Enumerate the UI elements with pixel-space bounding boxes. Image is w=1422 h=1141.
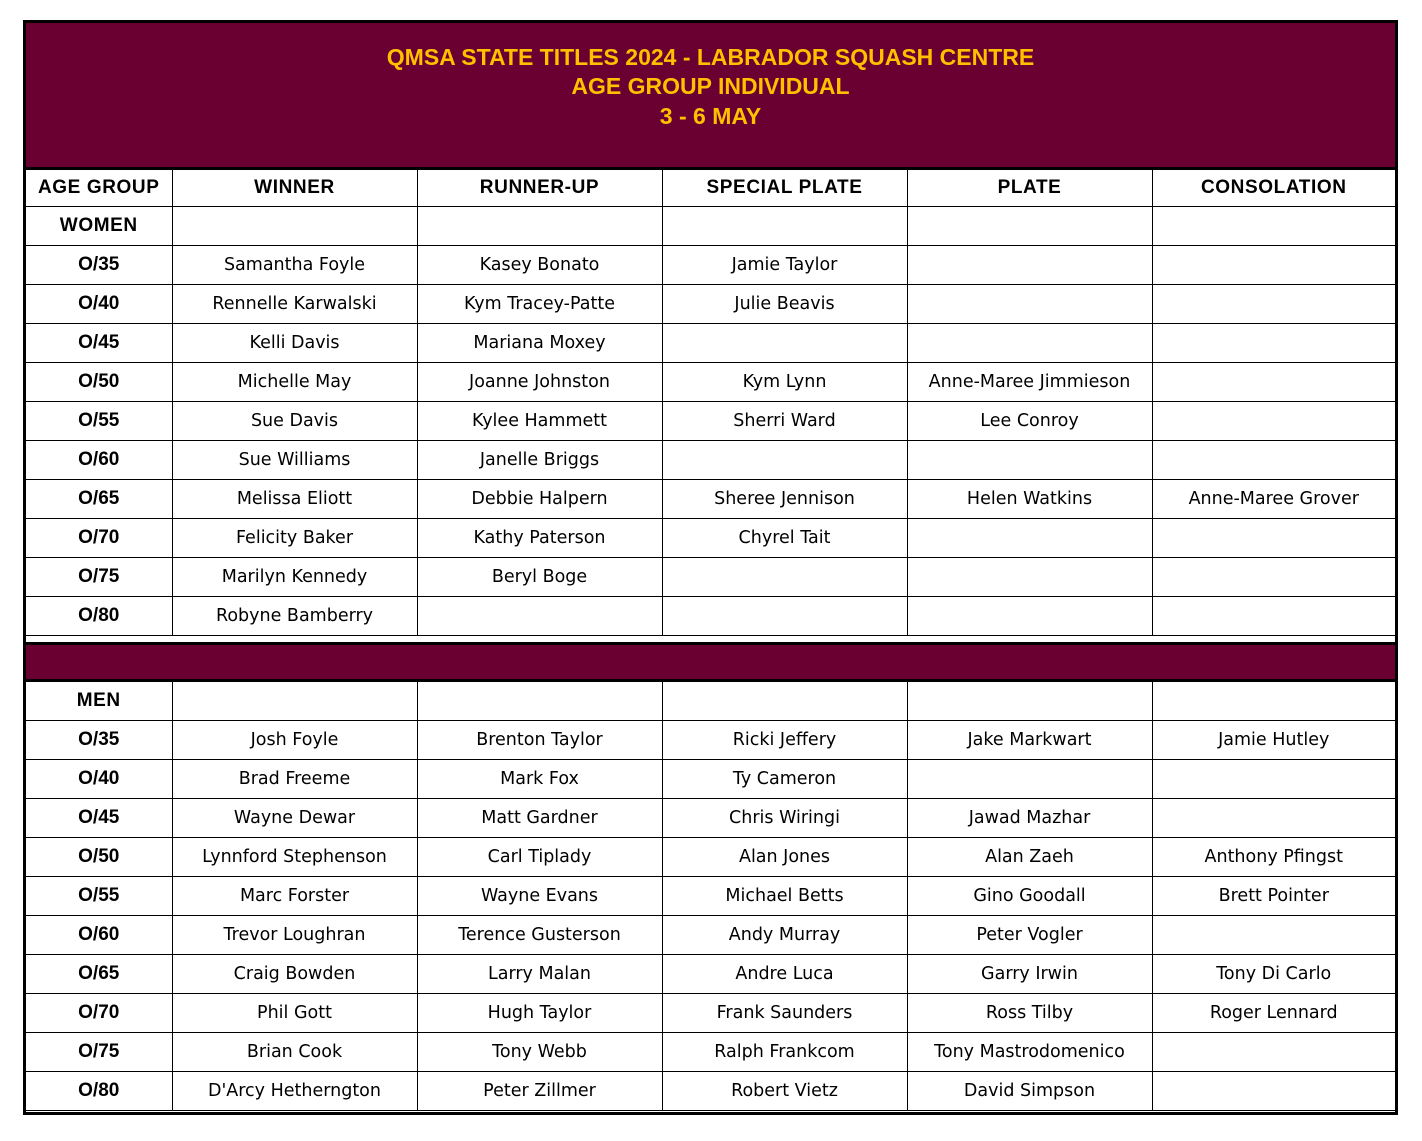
age-group-cell: O/70 xyxy=(26,519,172,558)
empty-cell xyxy=(662,682,907,721)
plate-cell xyxy=(907,285,1152,324)
runner-up-cell: Beryl Boge xyxy=(417,558,662,597)
special-plate-cell: Alan Jones xyxy=(662,838,907,877)
age-group-cell: O/40 xyxy=(26,285,172,324)
winner-cell: Trevor Loughran xyxy=(172,916,417,955)
winner-cell: Lynnford Stephenson xyxy=(172,838,417,877)
empty-cell xyxy=(417,207,662,246)
header-age-group: AGE GROUP xyxy=(26,170,172,207)
plate-cell: Helen Watkins xyxy=(907,480,1152,519)
age-group-cell: O/60 xyxy=(26,441,172,480)
consolation-cell xyxy=(1152,916,1395,955)
table-row xyxy=(26,402,1395,441)
runner-up-cell: Kym Tracey-Patte xyxy=(417,285,662,324)
runner-up-cell: Hugh Taylor xyxy=(417,994,662,1033)
empty-cell xyxy=(662,207,907,246)
special-plate-cell: Ralph Frankcom xyxy=(662,1033,907,1072)
table-row xyxy=(26,721,1395,760)
table-row xyxy=(26,994,1395,1033)
age-group-cell: O/50 xyxy=(26,838,172,877)
consolation-cell: Tony Di Carlo xyxy=(1152,955,1395,994)
runner-up-cell: Carl Tiplady xyxy=(417,838,662,877)
age-group-cell: O/65 xyxy=(26,480,172,519)
age-group-cell: O/80 xyxy=(26,597,172,636)
empty-cell xyxy=(172,682,417,721)
age-group-cell: O/40 xyxy=(26,760,172,799)
runner-up-cell: Mariana Moxey xyxy=(417,324,662,363)
men-group-row xyxy=(26,682,1395,721)
empty-cell xyxy=(417,682,662,721)
plate-cell: Garry Irwin xyxy=(907,955,1152,994)
women-group-row xyxy=(26,207,1395,246)
consolation-cell: Jamie Hutley xyxy=(1152,721,1395,760)
special-plate-cell: Kym Lynn xyxy=(662,363,907,402)
winner-cell: Marilyn Kennedy xyxy=(172,558,417,597)
consolation-cell xyxy=(1152,1033,1395,1072)
special-plate-cell: Andre Luca xyxy=(662,955,907,994)
women-results-table xyxy=(26,170,1395,636)
special-plate-cell: Sheree Jennison xyxy=(662,480,907,519)
table-row xyxy=(26,363,1395,402)
consolation-cell xyxy=(1152,760,1395,799)
consolation-cell xyxy=(1152,558,1395,597)
plate-cell: David Simpson xyxy=(907,1072,1152,1111)
winner-cell: Kelli Davis xyxy=(172,324,417,363)
table-row xyxy=(26,838,1395,877)
header-winner: WINNER xyxy=(172,170,417,207)
age-group-cell: O/50 xyxy=(26,363,172,402)
table-row xyxy=(26,285,1395,324)
runner-up-cell: Wayne Evans xyxy=(417,877,662,916)
results-sheet xyxy=(23,20,1398,1115)
plate-cell: Alan Zaeh xyxy=(907,838,1152,877)
runner-up-cell: Joanne Johnston xyxy=(417,363,662,402)
age-group-cell: O/35 xyxy=(26,246,172,285)
special-plate-cell: Frank Saunders xyxy=(662,994,907,1033)
men-results-table xyxy=(26,682,1395,1111)
age-group-cell: O/45 xyxy=(26,324,172,363)
consolation-cell: Roger Lennard xyxy=(1152,994,1395,1033)
runner-up-cell: Janelle Briggs xyxy=(417,441,662,480)
consolation-cell xyxy=(1152,402,1395,441)
consolation-cell: Brett Pointer xyxy=(1152,877,1395,916)
consolation-cell xyxy=(1152,324,1395,363)
special-plate-cell xyxy=(662,558,907,597)
plate-cell xyxy=(907,558,1152,597)
winner-cell: Sue Davis xyxy=(172,402,417,441)
winner-cell: Brian Cook xyxy=(172,1033,417,1072)
age-group-cell: O/35 xyxy=(26,721,172,760)
empty-cell xyxy=(907,207,1152,246)
winner-cell: Samantha Foyle xyxy=(172,246,417,285)
runner-up-cell: Brenton Taylor xyxy=(417,721,662,760)
header-plate: PLATE xyxy=(907,170,1152,207)
table-row xyxy=(26,597,1395,636)
consolation-cell xyxy=(1152,246,1395,285)
empty-cell xyxy=(1152,207,1395,246)
runner-up-cell: Kathy Paterson xyxy=(417,519,662,558)
table-row xyxy=(26,955,1395,994)
runner-up-cell: Kasey Bonato xyxy=(417,246,662,285)
plate-cell xyxy=(907,246,1152,285)
consolation-cell xyxy=(1152,799,1395,838)
empty-cell xyxy=(907,682,1152,721)
plate-cell xyxy=(907,760,1152,799)
consolation-cell xyxy=(1152,441,1395,480)
winner-cell: Wayne Dewar xyxy=(172,799,417,838)
age-group-cell: O/60 xyxy=(26,916,172,955)
age-group-cell: O/70 xyxy=(26,994,172,1033)
runner-up-cell: Peter Zillmer xyxy=(417,1072,662,1111)
plate-cell xyxy=(907,441,1152,480)
table-row xyxy=(26,799,1395,838)
header-special-plate: SPECIAL PLATE xyxy=(662,170,907,207)
plate-cell: Jawad Mazhar xyxy=(907,799,1152,838)
special-plate-cell: Chris Wiringi xyxy=(662,799,907,838)
table-row xyxy=(26,324,1395,363)
winner-cell: Melissa Eliott xyxy=(172,480,417,519)
winner-cell: Felicity Baker xyxy=(172,519,417,558)
plate-cell: Jake Markwart xyxy=(907,721,1152,760)
plate-cell: Gino Goodall xyxy=(907,877,1152,916)
plate-cell: Tony Mastrodomenico xyxy=(907,1033,1152,1072)
plate-cell xyxy=(907,324,1152,363)
header-runner-up: RUNNER-UP xyxy=(417,170,662,207)
winner-cell: Rennelle Karwalski xyxy=(172,285,417,324)
consolation-cell xyxy=(1152,363,1395,402)
special-plate-cell: Robert Vietz xyxy=(662,1072,907,1111)
section-divider xyxy=(26,642,1395,682)
special-plate-cell: Ricki Jeffery xyxy=(662,721,907,760)
title-banner xyxy=(26,23,1395,170)
consolation-cell xyxy=(1152,285,1395,324)
men-group-label: MEN xyxy=(26,682,172,721)
special-plate-cell: Sherri Ward xyxy=(662,402,907,441)
table-row xyxy=(26,558,1395,597)
special-plate-cell: Andy Murray xyxy=(662,916,907,955)
header-consolation: CONSOLATION xyxy=(1152,170,1395,207)
table-row xyxy=(26,480,1395,519)
winner-cell: Josh Foyle xyxy=(172,721,417,760)
consolation-cell xyxy=(1152,597,1395,636)
empty-cell xyxy=(172,207,417,246)
consolation-cell xyxy=(1152,519,1395,558)
age-group-cell: O/65 xyxy=(26,955,172,994)
title-event: QMSA STATE TITLES 2024 - LABRADOR SQUASH CENTRE xyxy=(386,43,1035,70)
table-row xyxy=(26,1033,1395,1072)
winner-cell: Michelle May xyxy=(172,363,417,402)
table-row xyxy=(26,519,1395,558)
table-row xyxy=(26,246,1395,285)
women-group-label: WOMEN xyxy=(26,207,172,246)
special-plate-cell xyxy=(662,597,907,636)
winner-cell: Sue Williams xyxy=(172,441,417,480)
title-category: AGE GROUP INDIVIDUAL xyxy=(571,73,850,100)
runner-up-cell: Debbie Halpern xyxy=(417,480,662,519)
table-row xyxy=(26,441,1395,480)
runner-up-cell: Terence Gusterson xyxy=(417,916,662,955)
table-row xyxy=(26,916,1395,955)
plate-cell xyxy=(907,597,1152,636)
winner-cell: Marc Forster xyxy=(172,877,417,916)
runner-up-cell: Larry Malan xyxy=(417,955,662,994)
winner-cell: Phil Gott xyxy=(172,994,417,1033)
special-plate-cell xyxy=(662,441,907,480)
consolation-cell: Anthony Pfingst xyxy=(1152,838,1395,877)
plate-cell: Peter Vogler xyxy=(907,916,1152,955)
age-group-cell: O/75 xyxy=(26,558,172,597)
age-group-cell: O/75 xyxy=(26,1033,172,1072)
runner-up-cell: Kylee Hammett xyxy=(417,402,662,441)
age-group-cell: O/55 xyxy=(26,877,172,916)
runner-up-cell: Mark Fox xyxy=(417,760,662,799)
empty-cell xyxy=(1152,682,1395,721)
consolation-cell xyxy=(1152,1072,1395,1111)
special-plate-cell: Michael Betts xyxy=(662,877,907,916)
plate-cell: Anne-Maree Jimmieson xyxy=(907,363,1152,402)
special-plate-cell xyxy=(662,324,907,363)
plate-cell: Ross Tilby xyxy=(907,994,1152,1033)
special-plate-cell: Ty Cameron xyxy=(662,760,907,799)
title-dates: 3 - 6 MAY xyxy=(659,102,762,129)
column-header-row xyxy=(26,170,1395,207)
runner-up-cell xyxy=(417,597,662,636)
consolation-cell: Anne-Maree Grover xyxy=(1152,480,1395,519)
winner-cell: Brad Freeme xyxy=(172,760,417,799)
plate-cell: Lee Conroy xyxy=(907,402,1152,441)
special-plate-cell: Jamie Taylor xyxy=(662,246,907,285)
age-group-cell: O/80 xyxy=(26,1072,172,1111)
plate-cell xyxy=(907,519,1152,558)
table-row xyxy=(26,760,1395,799)
age-group-cell: O/55 xyxy=(26,402,172,441)
winner-cell: D'Arcy Hetherngton xyxy=(172,1072,417,1111)
table-row xyxy=(26,1072,1395,1111)
winner-cell: Craig Bowden xyxy=(172,955,417,994)
winner-cell: Robyne Bamberry xyxy=(172,597,417,636)
age-group-cell: O/45 xyxy=(26,799,172,838)
table-row xyxy=(26,877,1395,916)
special-plate-cell: Chyrel Tait xyxy=(662,519,907,558)
special-plate-cell: Julie Beavis xyxy=(662,285,907,324)
runner-up-cell: Tony Webb xyxy=(417,1033,662,1072)
runner-up-cell: Matt Gardner xyxy=(417,799,662,838)
